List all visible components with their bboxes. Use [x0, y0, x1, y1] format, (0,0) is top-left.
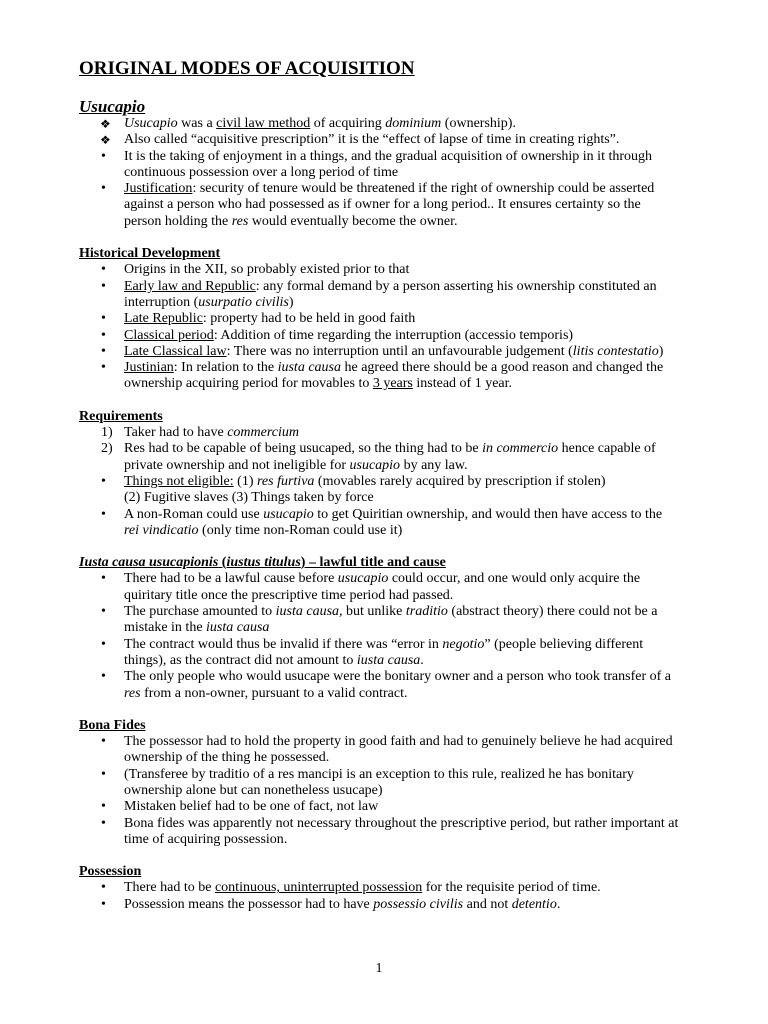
- text-span: iusta causa: [356, 652, 421, 668]
- iusta-causa-list: [79, 571, 679, 701]
- text-span: rei vindicatio: [124, 522, 199, 538]
- text-span: There had to be a lawful cause before: [124, 571, 338, 587]
- text-span: Things not eligible:: [124, 473, 234, 489]
- bullet-icon: •: [101, 766, 106, 782]
- text-span: ): [658, 343, 664, 359]
- text-span: and not: [463, 896, 512, 912]
- text-span: iusta causa: [206, 620, 270, 636]
- bullet-icon: •: [101, 181, 106, 197]
- text-span: usucapio: [337, 571, 389, 587]
- text-span: iusta causa,: [275, 604, 343, 620]
- text-span: (: [218, 555, 227, 571]
- bullet-icon: •: [101, 262, 106, 278]
- bullet-icon: •: [101, 343, 106, 359]
- text-span: Origins in the XII, so probably existed prior to that: [124, 262, 410, 278]
- text-span: Usucapio: [124, 116, 178, 131]
- text-span: : There was no interruption until an unfavourable judgement (: [226, 343, 573, 359]
- text-span: The only people who would usucape were the bonitary owner and a person who took transfer of a: [124, 669, 671, 685]
- bullet-icon: •: [101, 311, 106, 327]
- bullet-icon: •: [101, 880, 106, 896]
- text-span: The possessor had to hold the property in good faith and had to genuinely believe he had acquired ownership of the thing he possessed.: [124, 734, 673, 766]
- historical-section: [79, 246, 679, 393]
- text-span: would eventually become the owner.: [248, 213, 458, 229]
- text-span: res: [124, 685, 141, 701]
- document-title: ORIGINAL MODES OF ACQUISITION: [79, 58, 415, 79]
- text-span: (Transferee by traditio of a res mancipi is an exception to this rule, realized he has bonitary ownership alone but can nonetheless usucape): [124, 766, 634, 798]
- bullet-icon: •: [101, 896, 106, 912]
- list-item: [79, 262, 679, 278]
- text-span: There had to be: [124, 880, 215, 896]
- text-span: Early law and Republic: [124, 278, 256, 294]
- list-item: [79, 328, 679, 344]
- text-span: for the requisite period of time.: [422, 880, 601, 896]
- text-span: The contract would thus be invalid if there was “error in: [124, 636, 443, 652]
- list-item: [79, 149, 679, 182]
- list-item: [79, 360, 679, 393]
- bullet-icon: •: [101, 473, 106, 489]
- historical-list: [79, 262, 679, 392]
- bullet-icon: •: [101, 360, 106, 376]
- text-span: : any formal demand by a person asserting his ownership constituted an interruption (: [124, 278, 657, 310]
- text-span: negotio: [442, 636, 485, 652]
- text-span: 3 years: [372, 376, 413, 392]
- list-item: [79, 799, 679, 815]
- text-span: Bona fides was apparently not necessary throughout the prescriptive period, but rather important at time of acquiring possession.: [124, 815, 679, 847]
- text-span: civil law method: [216, 116, 311, 131]
- text-span: .: [420, 652, 424, 668]
- text-span: from a non-owner, pursuant to a valid contract.: [140, 685, 408, 701]
- requirements-list-cont: [79, 507, 679, 540]
- text-span: usucapio: [263, 506, 314, 522]
- text-span: Res had to be capable of being usucaped, so the thing had to be: [124, 441, 483, 457]
- list-item: [79, 344, 679, 360]
- text-span: Classical period: [124, 327, 214, 343]
- bona-fides-list: [79, 734, 679, 848]
- bullet-icon: •: [101, 734, 106, 750]
- text-span: of acquiring: [310, 116, 386, 131]
- page-number: 1: [375, 961, 383, 976]
- section-heading-historical: Historical Development: [79, 246, 221, 262]
- text-span: usurpatio civilis: [198, 294, 289, 310]
- text-span: res: [231, 213, 249, 229]
- bullet-icon: •: [101, 815, 106, 831]
- list-item: [79, 816, 679, 849]
- text-span: Justinian: [124, 360, 174, 376]
- text-span: Iusta causa usucapionis: [79, 555, 219, 571]
- text-span: Also called “acquisitive prescription” it is the “effect of lapse of time in creating rights”.: [124, 132, 620, 148]
- text-span: could occur, and one would only acquire the quiritary title once the prescriptive time period had passed.: [124, 571, 641, 603]
- text-span: traditio: [405, 604, 448, 620]
- text-span: by any law.: [400, 457, 468, 473]
- list-item: [79, 474, 679, 490]
- list-item: [79, 637, 679, 670]
- list-item: [79, 311, 679, 327]
- iusta-causa-section: [79, 555, 679, 702]
- text-span: Mistaken belief had to be one of fact, not law: [124, 799, 379, 815]
- text-span: iustus titulus: [226, 555, 301, 571]
- bullet-icon: •: [101, 571, 106, 587]
- text-span: A non-Roman could use: [124, 506, 264, 522]
- bullet-icon: •: [101, 278, 106, 294]
- text-span: Possession means the possessor had to have: [124, 896, 374, 912]
- list-item: [79, 132, 679, 148]
- document-page: [79, 58, 679, 929]
- bullet-icon: •: [101, 669, 106, 685]
- bullet-icon: •: [101, 636, 106, 652]
- bullet-icon: •: [101, 148, 106, 164]
- text-span: (ownership).: [441, 116, 516, 131]
- section-heading-possession: Possession: [79, 864, 142, 880]
- text-span: instead of 1 year.: [412, 376, 513, 392]
- text-span: Justification: [124, 181, 193, 197]
- text-span: hence capable of private ownership and not ineligible for: [124, 441, 656, 473]
- section-heading-bona-fides: Bona Fides: [79, 717, 146, 733]
- section-heading-requirements: Requirements: [79, 408, 163, 424]
- list-item: [79, 669, 679, 702]
- text-span: (only time non-Roman could use it): [198, 522, 403, 538]
- usucapio-section: [79, 116, 679, 230]
- text-span: (movables rarely acquired by prescription if stolen): [314, 473, 606, 489]
- list-item: [79, 734, 679, 767]
- list-item: [79, 441, 679, 474]
- requirements-section: [79, 409, 679, 539]
- text-span: res furtiva: [256, 473, 315, 489]
- text-span: continuous, uninterrupted possession: [214, 880, 423, 896]
- text-span: .: [556, 896, 561, 912]
- bullet-icon: •: [101, 327, 106, 343]
- list-item: [79, 425, 679, 441]
- text-span: ): [288, 294, 294, 310]
- bullet-icon: •: [101, 799, 106, 815]
- text-span: dominium: [385, 116, 442, 131]
- list-item: [79, 116, 679, 132]
- diamond-bullet-icon: ❖: [100, 133, 111, 148]
- text-span: : property had to be held in good faith: [202, 311, 416, 327]
- list-number: 2): [101, 441, 113, 457]
- list-item: [79, 181, 679, 230]
- text-span: : security of tenure would be threatened if the right of ownership could be asserted against a person who had possessed as if owner for a long period.. It ensures certainty so the person holding the: [124, 181, 655, 229]
- list-item: [79, 604, 679, 637]
- text-span: to get Quiritian ownership, and would then have access to the: [313, 506, 663, 522]
- bullet-icon: •: [101, 506, 106, 522]
- text-span: Taker had to have: [124, 425, 228, 441]
- text-span: ) – lawful title and cause: [300, 555, 446, 571]
- text-span: The purchase amounted to: [124, 604, 276, 620]
- text-span: ” (people believing different things), as the contract did not amount to: [124, 636, 644, 668]
- text-span: usucapio: [349, 457, 401, 473]
- text-span: : Addition of time regarding the interruption (accessio temporis): [213, 327, 574, 343]
- usucapio-list: [79, 116, 679, 230]
- diamond-bullet-icon: ❖: [100, 117, 111, 131]
- section-heading-iusta-causa: [79, 555, 679, 571]
- text-span: he agreed there should be a good reason and changed the ownership acquiring period for movables to: [124, 360, 664, 392]
- text-span: (abstract theory) there could not be a mistake in the: [124, 604, 658, 636]
- text-span: but unlike: [342, 604, 406, 620]
- text-span: (1): [233, 473, 257, 489]
- list-item: [79, 880, 679, 896]
- list-item: [79, 767, 679, 800]
- text-span: Late Classical law: [124, 343, 227, 359]
- text-span: detentio: [511, 896, 557, 912]
- bona-fides-section: [79, 718, 679, 848]
- text-span: commercium: [227, 425, 299, 441]
- list-number: 1): [101, 425, 113, 441]
- list-continuation: (2) Fugitive slaves (3) Things taken by force: [124, 490, 374, 506]
- text-span: was a: [177, 116, 217, 131]
- list-item: [79, 279, 679, 312]
- text-span: It is the taking of enjoyment in a things, and the gradual acquisition of ownership in it through continuous possession over a long period of time: [124, 148, 653, 180]
- text-span: litis contestatio: [572, 343, 659, 359]
- text-span: possessio civilis: [373, 896, 464, 912]
- text-span: iusta causa: [277, 360, 341, 376]
- possession-list: [79, 880, 679, 913]
- requirements-list: [79, 425, 679, 490]
- list-item: [79, 507, 679, 540]
- text-span: Late Republic: [124, 311, 203, 327]
- list-item: [79, 897, 679, 913]
- text-span: in commercio: [482, 441, 559, 457]
- possession-section: [79, 864, 679, 913]
- section-title-usucapio: Usucapio: [79, 97, 146, 116]
- text-span: : In relation to the: [173, 360, 278, 376]
- list-item: [79, 571, 679, 604]
- bullet-icon: •: [101, 604, 106, 620]
